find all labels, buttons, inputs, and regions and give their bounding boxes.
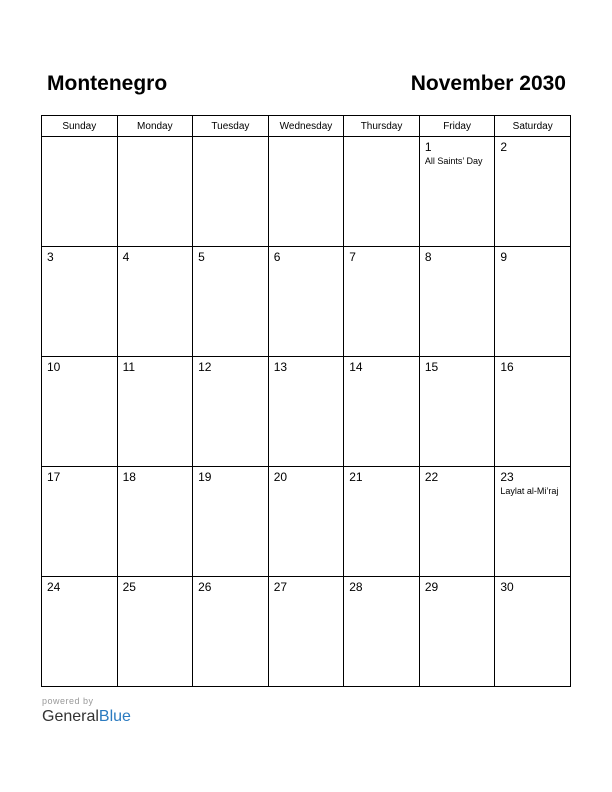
day-number: 4 [122, 250, 130, 264]
day-cell [42, 467, 118, 577]
day-cell [193, 467, 269, 577]
day-number: 27 [273, 580, 288, 594]
day-cell [268, 137, 344, 247]
day-number: 11 [122, 360, 136, 374]
day-cell [344, 577, 420, 687]
calendar-grid [41, 115, 571, 687]
day-cell [419, 247, 495, 357]
day-number: 15 [424, 360, 439, 374]
day-cell [419, 467, 495, 577]
calendar-week-row [42, 577, 571, 687]
day-cell [193, 247, 269, 357]
day-cell [495, 467, 571, 577]
day-number: 25 [122, 580, 136, 594]
month-year-title: November 2030 [410, 72, 566, 95]
day-cell [495, 137, 571, 247]
day-number: 19 [198, 470, 212, 484]
calendar-week-row [42, 467, 571, 577]
weekday-header: Monday [117, 116, 193, 137]
day-cell [268, 357, 344, 467]
day-cell [268, 247, 344, 357]
day-number: 20 [273, 470, 288, 484]
day-number: 28 [349, 580, 363, 594]
day-number: 1 [424, 140, 432, 154]
day-cell [117, 357, 193, 467]
day-number: 29 [424, 580, 439, 594]
calendar-week-row [42, 137, 571, 247]
day-cell [42, 357, 118, 467]
day-cell [117, 577, 193, 687]
country-title: Montenegro [47, 72, 168, 95]
day-cell [193, 137, 269, 247]
day-number: 18 [122, 470, 136, 484]
day-cell [419, 357, 495, 467]
day-number: 3 [47, 250, 54, 264]
generalblue-logo [42, 707, 131, 727]
calendar-week-row [42, 357, 571, 467]
day-number: 7 [349, 250, 356, 264]
day-cell [193, 577, 269, 687]
day-number: 23 [500, 470, 514, 484]
weekday-header: Sunday [42, 116, 118, 137]
day-number: 30 [500, 580, 514, 594]
day-number: 6 [273, 250, 281, 264]
day-number: 2 [500, 140, 508, 154]
day-cell [42, 137, 118, 247]
day-number: 16 [500, 360, 514, 374]
holiday-label: Laylat al-Mi’raj [500, 486, 559, 496]
day-number: 22 [424, 470, 439, 484]
day-number: 14 [349, 360, 363, 374]
calendar-week-row [42, 247, 571, 357]
day-number: 12 [198, 360, 212, 374]
day-cell [268, 577, 344, 687]
day-cell [117, 467, 193, 577]
day-cell [344, 137, 420, 247]
day-number: 17 [47, 470, 61, 484]
day-number: 26 [198, 580, 212, 594]
day-cell [117, 247, 193, 357]
day-number: 10 [47, 360, 61, 374]
day-cell [419, 577, 495, 687]
weekday-header: Saturday [495, 116, 571, 137]
powered-by-text: powered by [42, 696, 94, 706]
day-number: 8 [424, 250, 432, 264]
weekday-header-row [42, 116, 571, 137]
day-number: 13 [273, 360, 288, 374]
day-number: 24 [47, 580, 61, 594]
weekday-header: Friday [419, 116, 495, 137]
day-cell [344, 357, 420, 467]
day-cell [117, 137, 193, 247]
day-cell [419, 137, 495, 247]
day-cell [42, 247, 118, 357]
day-cell [495, 577, 571, 687]
weekday-header: Wednesday [268, 116, 344, 137]
day-cell [344, 247, 420, 357]
day-number: 5 [198, 250, 205, 264]
footer-branding [42, 696, 131, 727]
weekday-header: Thursday [344, 116, 420, 137]
day-cell [42, 577, 118, 687]
day-number: 21 [349, 470, 363, 484]
brand-blue-text: Blue [98, 708, 131, 725]
holiday-label: All Saints’ Day [424, 156, 483, 166]
day-cell [193, 357, 269, 467]
day-cell [268, 467, 344, 577]
brand-general-text: General [42, 708, 99, 725]
day-cell [344, 467, 420, 577]
weekday-header: Tuesday [193, 116, 269, 137]
day-cell [495, 357, 571, 467]
day-cell [495, 247, 571, 357]
day-number: 9 [500, 250, 508, 264]
